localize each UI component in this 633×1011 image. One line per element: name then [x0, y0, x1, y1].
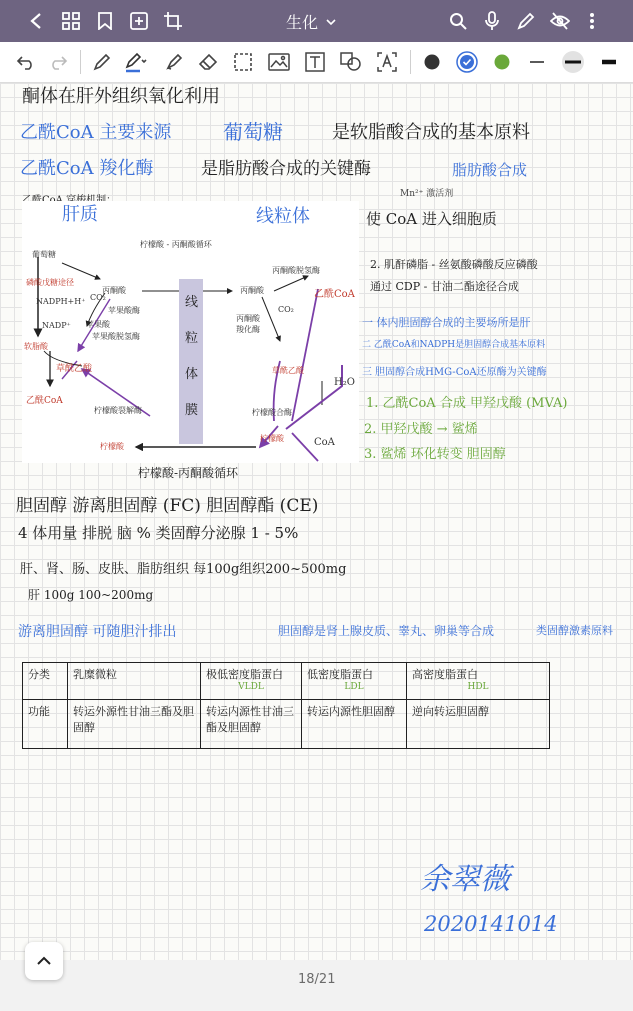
note-right-2b: 通过 CDP - 甘油二酯途径合成: [370, 280, 519, 293]
back-icon[interactable]: [24, 9, 48, 33]
table-header: [201, 663, 302, 700]
notebook-title[interactable]: 生化: [286, 13, 319, 32]
label-cycle: 柠檬酸 - 丙酮酸循环: [140, 240, 212, 249]
page-indicator: 18/21: [298, 972, 336, 987]
table-header: 分类: [23, 663, 68, 700]
note-chol-3: 肝、肾、肠、皮肤、脂肪组织 每100g组织200~500mg: [20, 562, 347, 577]
table-cell: 转运内源性胆固醇: [302, 700, 407, 749]
note-green-2: 2. 甲羟戊酸 → 鲨烯: [364, 422, 478, 437]
crop-icon[interactable]: [161, 9, 185, 33]
drawing-toolbar: [0, 42, 633, 83]
signature-name: 余翠薇: [420, 862, 510, 897]
note-heading: 酮体在肝外组织氧化利用: [22, 86, 220, 107]
grid-icon[interactable]: [59, 9, 83, 33]
note-chol-1: 胆固醇 游离胆固醇 (FC) 胆固醇酯 (CE): [16, 496, 319, 516]
color-swatch-green[interactable]: [490, 50, 514, 74]
color-swatch-blue-selected[interactable]: [455, 50, 479, 74]
add-page-icon[interactable]: [127, 9, 151, 33]
stroke-thin-icon[interactable]: [525, 50, 549, 74]
note-chol-2: 4 体用量 排脱 脑 % 类固醇分泌腺 1 - 5%: [18, 524, 299, 542]
table-cell: 转运外源性甘油三酯及胆固醇: [68, 700, 201, 749]
redo-icon[interactable]: [46, 50, 70, 74]
table-cell: 逆向转运胆固醇: [407, 700, 550, 749]
label-pyruvate-left: 丙酮酸: [102, 286, 126, 295]
label-co2-left: CO₂: [90, 293, 106, 302]
label-citrate-synthase: 柠檬酸合酶: [252, 408, 292, 417]
table-header-text: 极低密度脂蛋白: [206, 668, 283, 681]
microphone-icon[interactable]: [480, 9, 504, 33]
label-citrate-lyase: 柠檬酸裂解酶: [94, 406, 142, 415]
note-right-1: 使 CoA 进入细胞质: [366, 210, 497, 228]
diagram-caption: 柠檬酸-丙酮酸循环: [138, 466, 239, 480]
table-header-text: 低密度脂蛋白: [307, 668, 373, 681]
label-mitochondria: 线粒体: [256, 206, 310, 227]
stroke-thick-icon[interactable]: [597, 50, 621, 74]
label-oaa-left: 草酰乙酸: [56, 364, 93, 374]
label-acetylcoa-right: 乙酰CoA: [314, 289, 355, 300]
label-water: H₂O: [334, 377, 355, 388]
note-chol-4: 肝 100g 100~200mg: [28, 588, 154, 602]
bottom-bar: [0, 960, 633, 1011]
note-right-4: 二 乙酰CoA和NADPH是胆固醇合成基本原料: [362, 340, 546, 350]
table-header: [407, 663, 550, 700]
shape-icon[interactable]: [339, 50, 363, 74]
membrane-char-1: 线: [185, 295, 199, 310]
table-row: [23, 663, 550, 700]
pen-icon[interactable]: [90, 50, 114, 74]
lasso-icon[interactable]: [231, 50, 255, 74]
eraser-icon[interactable]: [196, 50, 220, 74]
note-line1-c: 是软脂酸合成的基本原料: [332, 122, 530, 143]
label-ppp: 磷酸戊糖途径: [26, 278, 74, 287]
color-swatch-black[interactable]: [420, 50, 444, 74]
label-citrate-left: 柠檬酸: [100, 442, 124, 451]
label-malate: 苹果酸: [86, 320, 110, 329]
table-header: [302, 663, 407, 700]
pencil-icon[interactable]: [514, 9, 538, 33]
note-right-5: 三 胆固醇合成HMG-CoA还原酶为关键酶: [362, 367, 547, 378]
signature-date: 2020141014: [424, 912, 558, 936]
table-abbr: HDL: [467, 682, 489, 692]
lipoprotein-table: [22, 662, 550, 749]
note-green-3: 3. 鲨烯 环化转变 胆固醇: [364, 447, 506, 462]
note-line2-c: 脂肪酸合成: [452, 161, 528, 179]
app-topbar: [0, 0, 633, 42]
label-pdh: 丙酮酸脱氢酶: [272, 266, 320, 275]
note-right-2a: 2. 肌酐磷脂 - 丝氨酸磷酸反应磷酸: [370, 258, 538, 271]
label-pc-enzyme: 丙酮酸 羧化酶: [236, 314, 260, 334]
table-cell: 转运内源性甘油三酯及胆固醇: [201, 700, 302, 749]
label-coa: CoA: [314, 437, 335, 448]
membrane-char-2: 粒: [185, 331, 199, 346]
image-icon[interactable]: [267, 50, 291, 74]
label-co2-right: CO₂: [278, 305, 294, 314]
note-chol-5c: 类固醇激素原料: [536, 624, 613, 637]
membrane-char-4: 膜: [185, 403, 199, 418]
note-line1-a: 乙酰CoA 主要来源: [20, 122, 172, 143]
chevron-down-icon[interactable]: [326, 12, 336, 31]
ocr-icon[interactable]: [375, 50, 399, 74]
search-icon[interactable]: [446, 9, 470, 33]
label-acetylcoa-left: 乙酰CoA: [26, 396, 63, 406]
label-cytoplasm: 肝质: [62, 204, 98, 225]
label-nadph: NADPH+H⁺: [36, 297, 86, 306]
table-cell: 功能: [23, 700, 68, 749]
scroll-up-button[interactable]: [25, 942, 63, 980]
label-pyruvate-right: 丙酮酸: [240, 286, 264, 295]
note-page[interactable]: [0, 83, 633, 960]
stroke-medium-icon[interactable]: [561, 50, 585, 74]
label-citrate-right: 柠檬酸: [260, 434, 284, 443]
undo-icon[interactable]: [14, 50, 38, 74]
label-glucose: 葡萄糖: [32, 250, 56, 259]
mn-note: Mn²⁺ 激活剂: [400, 189, 454, 199]
label-malate-dh: 苹果酸脱氢酶: [92, 332, 140, 341]
bookmark-icon[interactable]: [93, 9, 117, 33]
label-oaa-right: 草酰乙酸: [272, 366, 304, 375]
table-header-text: 高密度脂蛋白: [412, 668, 478, 681]
note-right-3: 一 体内胆固醇合成的主要场所是肝: [362, 316, 531, 329]
note-green-1: 1. 乙酰CoA 合成 甲羟戊酸 (MVA): [366, 396, 568, 411]
note-chol-5a: 游离胆固醇 可随胆汁排出: [18, 624, 177, 640]
table-abbr: LDL: [344, 682, 364, 692]
table-abbr: VLDL: [238, 682, 264, 692]
table-header: 乳糜微粒: [68, 663, 201, 700]
more-icon[interactable]: [580, 9, 604, 33]
hide-icon[interactable]: [548, 9, 572, 33]
note-line2-b: 是脂肪酸合成的关键酶: [201, 159, 371, 179]
marker-icon[interactable]: [162, 50, 186, 74]
label-malic-enzyme: 苹果酸酶: [108, 306, 140, 315]
label-fatty-acid: 软脂酸: [24, 342, 48, 351]
label-nadp: NADP⁺: [42, 321, 71, 330]
chevron-up-icon: [36, 955, 52, 967]
toolbar-divider: [410, 50, 411, 74]
text-icon[interactable]: [303, 50, 327, 74]
citrate-pyruvate-diagram: [22, 201, 359, 463]
note-line2-a: 乙酰CoA 羧化酶: [20, 158, 154, 179]
membrane-char-3: 体: [185, 367, 199, 382]
highlighter-icon[interactable]: [124, 50, 148, 74]
note-line1-b: 葡萄糖: [223, 120, 283, 144]
note-chol-5b: 胆固醇是肾上腺皮质、睾丸、卵巢等合成: [278, 624, 495, 638]
table-row: [23, 700, 550, 749]
toolbar-divider: [80, 50, 81, 74]
